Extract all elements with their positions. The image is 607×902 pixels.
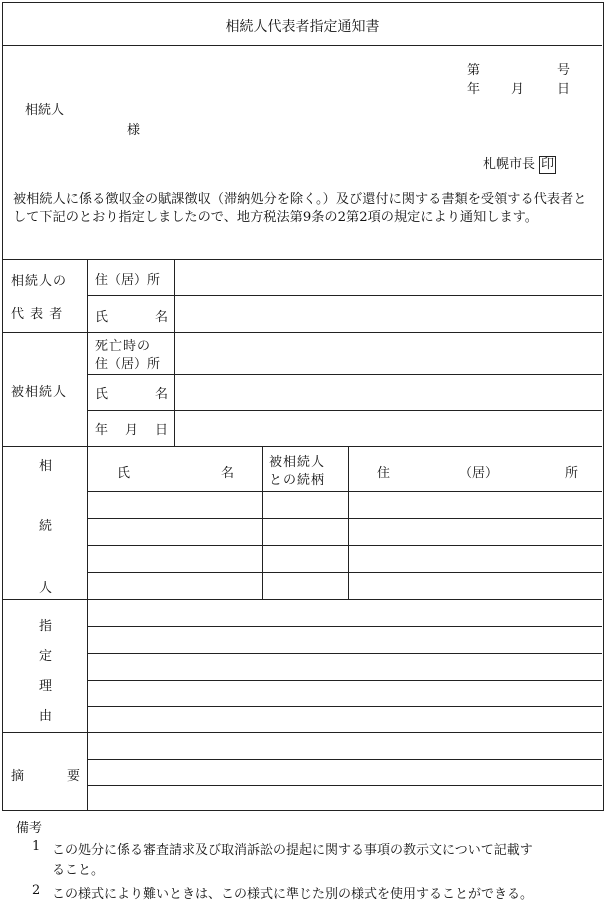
issuer-name: 札幌市長	[483, 157, 536, 172]
note-2-text: この様式により難いときは、この様式に準じた別の様式を使用することができる。	[52, 887, 534, 902]
row-line	[87, 518, 602, 519]
heirs-col-address-3: 所	[565, 466, 579, 481]
decedent-address-label-2: 住（居）所	[95, 357, 161, 372]
representative-name-label-2: 名	[155, 310, 169, 325]
representative-address-label: 住（居）所	[95, 273, 161, 288]
notice-form	[2, 2, 604, 811]
honorific: 様	[127, 123, 141, 138]
document-title: 相続人代表者指定通知書	[225, 19, 380, 35]
representative-label-1: 相続人の	[11, 274, 68, 289]
column-line	[87, 259, 88, 810]
table-top-line	[3, 259, 602, 260]
decedent-date-label-3: 日	[155, 423, 169, 438]
decedent-name-label-1: 氏	[95, 387, 109, 402]
summary-label-2: 要	[67, 769, 81, 784]
column-line	[174, 259, 175, 446]
note-1-line-2: ること。	[52, 863, 105, 878]
divider	[3, 45, 602, 46]
row-line	[87, 626, 602, 627]
row-line	[87, 295, 602, 296]
notes-heading: 備考	[16, 821, 43, 836]
seal-mark: 印	[541, 157, 555, 172]
heirs-col-address-1: 住	[377, 466, 391, 481]
reason-char-1: 指	[39, 619, 53, 634]
row-line	[3, 732, 602, 733]
heirs-label-char-1: 相	[39, 459, 53, 474]
note-2-number: 2	[32, 883, 41, 898]
row-line	[87, 410, 602, 411]
reason-char-3: 理	[39, 679, 53, 694]
addressee-label: 相続人	[25, 103, 65, 118]
note-1-number: 1	[32, 839, 41, 854]
representative-name-label-1: 氏	[95, 310, 109, 325]
decedent-label: 被相続人	[11, 385, 68, 400]
heirs-label-char-2: 続	[39, 519, 53, 534]
row-line	[3, 599, 602, 600]
representative-label-2: 代 表 者	[11, 307, 64, 322]
note-1-line-1: この処分に係る審査請求及び取消訴訟の提起に関する事項の教示文について記載す	[52, 843, 533, 858]
date-month: 月	[511, 82, 525, 97]
row-line	[87, 653, 602, 654]
row-line	[87, 785, 602, 786]
reason-char-2: 定	[39, 649, 53, 664]
row-line	[87, 374, 602, 375]
decedent-address-label-1: 死亡時の	[95, 339, 152, 354]
column-line	[262, 446, 263, 599]
date-day: 日	[557, 82, 571, 97]
row-line	[3, 332, 602, 333]
row-line	[3, 446, 602, 447]
heirs-col-address-2: （居）	[459, 466, 499, 481]
heirs-col-relation-1: 被相続人	[269, 455, 326, 470]
heirs-col-name-2: 名	[221, 466, 235, 481]
number-suffix: 号	[557, 63, 571, 78]
column-line	[348, 446, 349, 599]
issuer	[483, 153, 556, 174]
row-line	[87, 572, 602, 573]
row-line	[87, 706, 602, 707]
heirs-col-name-1: 氏	[117, 466, 131, 481]
heirs-label-char-3: 人	[39, 581, 53, 596]
row-line	[87, 491, 602, 492]
summary-label-1: 摘	[11, 769, 25, 784]
heirs-col-relation-2: との続柄	[269, 473, 326, 488]
row-line	[87, 759, 602, 760]
body-paragraph: 被相続人に係る徴収金の賦課徴収（滞納処分を除く。）及び還付に関する書類を受領する代表者として下記のとおり指定しましたので、地方税法第9条の2第2項の規定により通知します。	[13, 192, 587, 225]
row-line	[87, 545, 602, 546]
decedent-name-label-2: 名	[155, 387, 169, 402]
decedent-date-label-2: 月	[125, 423, 139, 438]
row-line	[87, 680, 602, 681]
number-label: 第	[467, 63, 481, 78]
decedent-date-label-1: 年	[95, 423, 109, 438]
date-year: 年	[467, 82, 481, 97]
reason-char-4: 由	[39, 709, 53, 724]
